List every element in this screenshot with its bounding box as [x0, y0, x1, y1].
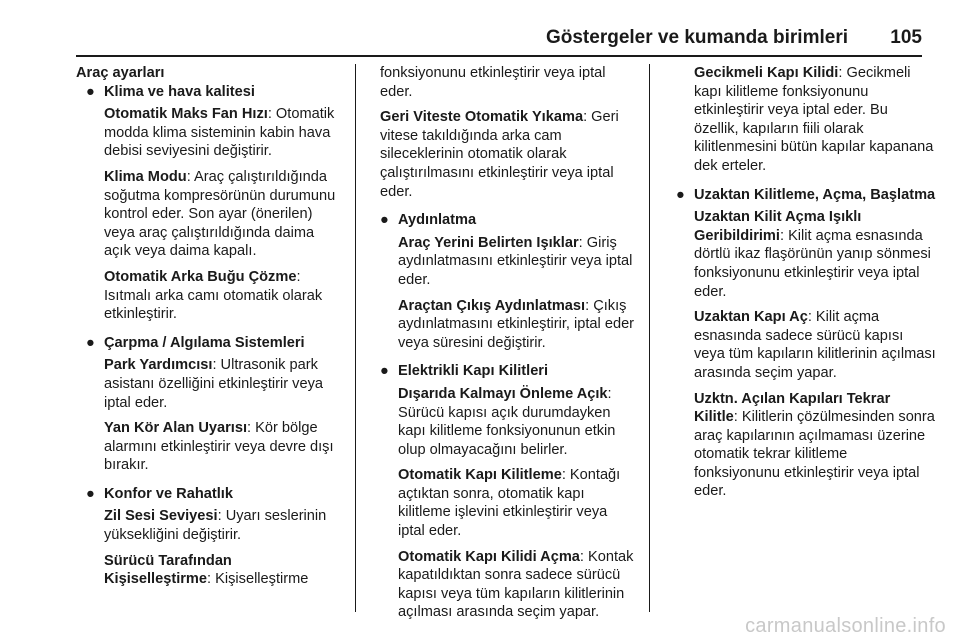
entry-open-door-anti-lockout	[380, 385, 638, 459]
entry-term: Otomatik Kapı Kilitleme	[398, 467, 562, 484]
entry-vehicle-locator-lights	[380, 234, 638, 290]
entry-driver-personalization	[76, 552, 344, 589]
bullet-label: Elektrikli Kapı Kilitleri	[398, 363, 549, 380]
entry-term: Gecikmeli Kapı Kilidi	[694, 65, 839, 81]
bullet-collision	[76, 334, 344, 353]
entry-term: Uzaktan Kapı Aç	[694, 309, 808, 326]
entry-term: Araç Yerini Belirten Işıklar	[398, 234, 579, 251]
column-2	[380, 64, 638, 622]
entry-text: fonksiyonunu etkinleştirir veya iptal eder.	[380, 65, 606, 100]
entry-continued	[380, 64, 638, 101]
bullet-label: Klima ve hava kalitesi	[104, 83, 255, 100]
entry-term: Zil Sesi Seviyesi	[104, 508, 218, 525]
bullet-label: Konfor ve Rahatlık	[104, 485, 233, 502]
entry-text: : Uyarı seslerinin yüksekliğini değiştirir.	[104, 508, 327, 544]
entry-term: Dışarıda Kalmayı Önleme Açık	[398, 385, 608, 402]
entry-delayed-door-lock	[676, 64, 936, 176]
entry-text: : Giriş aydınlatmasını etkinleştirir veya iptal eder.	[398, 234, 633, 288]
bullet-label: Çarpma / Algılama Sistemleri	[104, 334, 305, 351]
entry-text: : Isıtmalı arka camı otomatik olarak etkinleştirir.	[104, 268, 323, 323]
entry-auto-rear-defog	[76, 268, 344, 324]
bullet-dot-icon: ●	[676, 186, 685, 203]
entry-chime-volume	[76, 507, 344, 544]
entry-term: Araçtan Çıkış Aydınlatması	[398, 297, 586, 314]
header-divider	[76, 55, 922, 57]
entry-side-blind-zone	[76, 419, 344, 475]
entry-term: Park Yardımcısı	[104, 357, 213, 374]
entry-text: : Kilit açma esnasında dörtlü ikaz flaşörünün yanıp sönmesi fonksiyonunu etkinleştirir veya iptal eder.	[694, 227, 931, 300]
section-heading: Araç ayarları	[76, 65, 165, 81]
entry-climate-mode	[76, 168, 344, 261]
entry-term: Sürücü Tarafından	[104, 552, 232, 569]
entry-remote-door-unlock	[676, 308, 936, 382]
entry-term: Otomatik Arka Buğu Çözme	[104, 268, 297, 285]
entry-text: : Kilitlerin çözülmesinden sonra araç kapılarının açılmaması üzerine otomatik tekrar kilitleme fonksiyonunu etkinleştirir veya iptal eder.	[694, 409, 935, 500]
page-number: 105	[890, 27, 922, 48]
bullet-dot-icon: ●	[86, 334, 95, 351]
entry-auto-door-unlock	[380, 548, 638, 622]
bullet-label: Aydınlatma	[398, 212, 477, 229]
entry-text: : Sürücü kapısı açık durumdayken kapı kilitleme fonksiyonunun etkin olup olmayacağını belirler.	[398, 385, 616, 458]
entry-text: : Gecikmeli kapı kilitleme fonksiyonunu etkinleştirir veya iptal eder. Bu özellik, kapıların fiili olarak kilitlenmesini bütün kapılar kapanana dek erteler.	[694, 65, 934, 174]
entry-text: : Ultrasonik park asistanı özelliğini etkinleştirir veya iptal eder.	[104, 357, 323, 411]
page-title: Göstergeler ve kumanda birimleri	[545, 27, 848, 48]
bullet-climate	[76, 83, 344, 102]
bullet-comfort	[76, 485, 344, 504]
bullet-power-door-locks	[380, 362, 638, 381]
page-header	[0, 0, 960, 58]
entry-text: : Kilit açma esnasında sadece sürücü kapısı veya tüm kapıların kilitlerinin açılması arasında seçim yapar.	[694, 309, 936, 381]
column-divider-1	[355, 64, 356, 612]
entry-remote-unlock-light-feedback	[676, 208, 936, 301]
entry-term: Uzaktan Kilit Açma Işıklı Geribildirimi	[694, 209, 862, 244]
entry-reverse-auto-wipe	[380, 108, 638, 201]
bullet-dot-icon: ●	[380, 212, 389, 229]
entry-text: : Çıkış aydınlatmasını etkinleştirir, iptal eder veya süresini değiştirir.	[398, 297, 635, 351]
entry-term: Uzktn. Açılan Kapıları Tekrar Kilitle	[694, 390, 891, 426]
entry-auto-max-fan	[76, 105, 344, 161]
entry-text: : Otomatik modda klima sisteminin kabin hava debisi seviyesini değiştirir.	[104, 106, 335, 160]
entry-text: : Kör bölge alarmını etkinleştirir veya devre dışı bırakır.	[104, 420, 334, 474]
entry-remote-relock	[676, 390, 936, 502]
watermark: carmanualsonline.info	[745, 615, 946, 637]
bullet-label: Uzaktan Kilitleme, Açma, Başlatma	[694, 186, 936, 203]
entry-text: : Araç çalıştırıldığında soğutma kompresörünün durumunu kontrol eder. Son ayar (önerilen) veya araç çalıştırıldığında daima açık veya daima kapalı.	[104, 168, 336, 260]
entry-term: Geri Viteste Otomatik Yıkama	[380, 109, 584, 126]
column-3	[676, 64, 936, 501]
bullet-dot-icon: ●	[86, 83, 95, 100]
entry-text: : Kontak kapatıldıktan sonra sadece sürücü kapısı veya tüm kapıların kilitlerinin açılması arasında seçim yapar.	[398, 548, 634, 621]
entry-text: : Kontağı açtıktan sonra, otomatik kapı kilitleme işlevini etkinleştirir veya iptal eder.	[398, 467, 621, 540]
entry-text: : Kişiselleştirme	[207, 571, 309, 588]
entry-park-assist	[76, 356, 344, 412]
entry-term: Otomatik Maks Fan Hızı	[104, 106, 268, 123]
column-1	[76, 64, 344, 589]
bullet-dot-icon: ●	[86, 485, 95, 502]
entry-auto-door-lock	[380, 466, 638, 540]
entry-term: Klima Modu	[104, 168, 187, 185]
entry-term: Otomatik Kapı Kilidi Açma	[398, 548, 580, 565]
bullet-lighting	[380, 211, 638, 230]
entry-text: : Geri vitese takıldığında arka cam sileceklerinin otomatik olarak çalıştırılmasını etkinleştirir veya iptal eder.	[380, 109, 619, 200]
bullet-dot-icon: ●	[380, 363, 389, 380]
entry-exit-lighting	[380, 297, 638, 353]
column-divider-2	[649, 64, 650, 612]
bullet-remote-lock	[676, 186, 936, 205]
entry-term: Yan Kör Alan Uyarısı	[104, 420, 248, 437]
entry-term: Kişiselleştirme	[104, 571, 208, 588]
